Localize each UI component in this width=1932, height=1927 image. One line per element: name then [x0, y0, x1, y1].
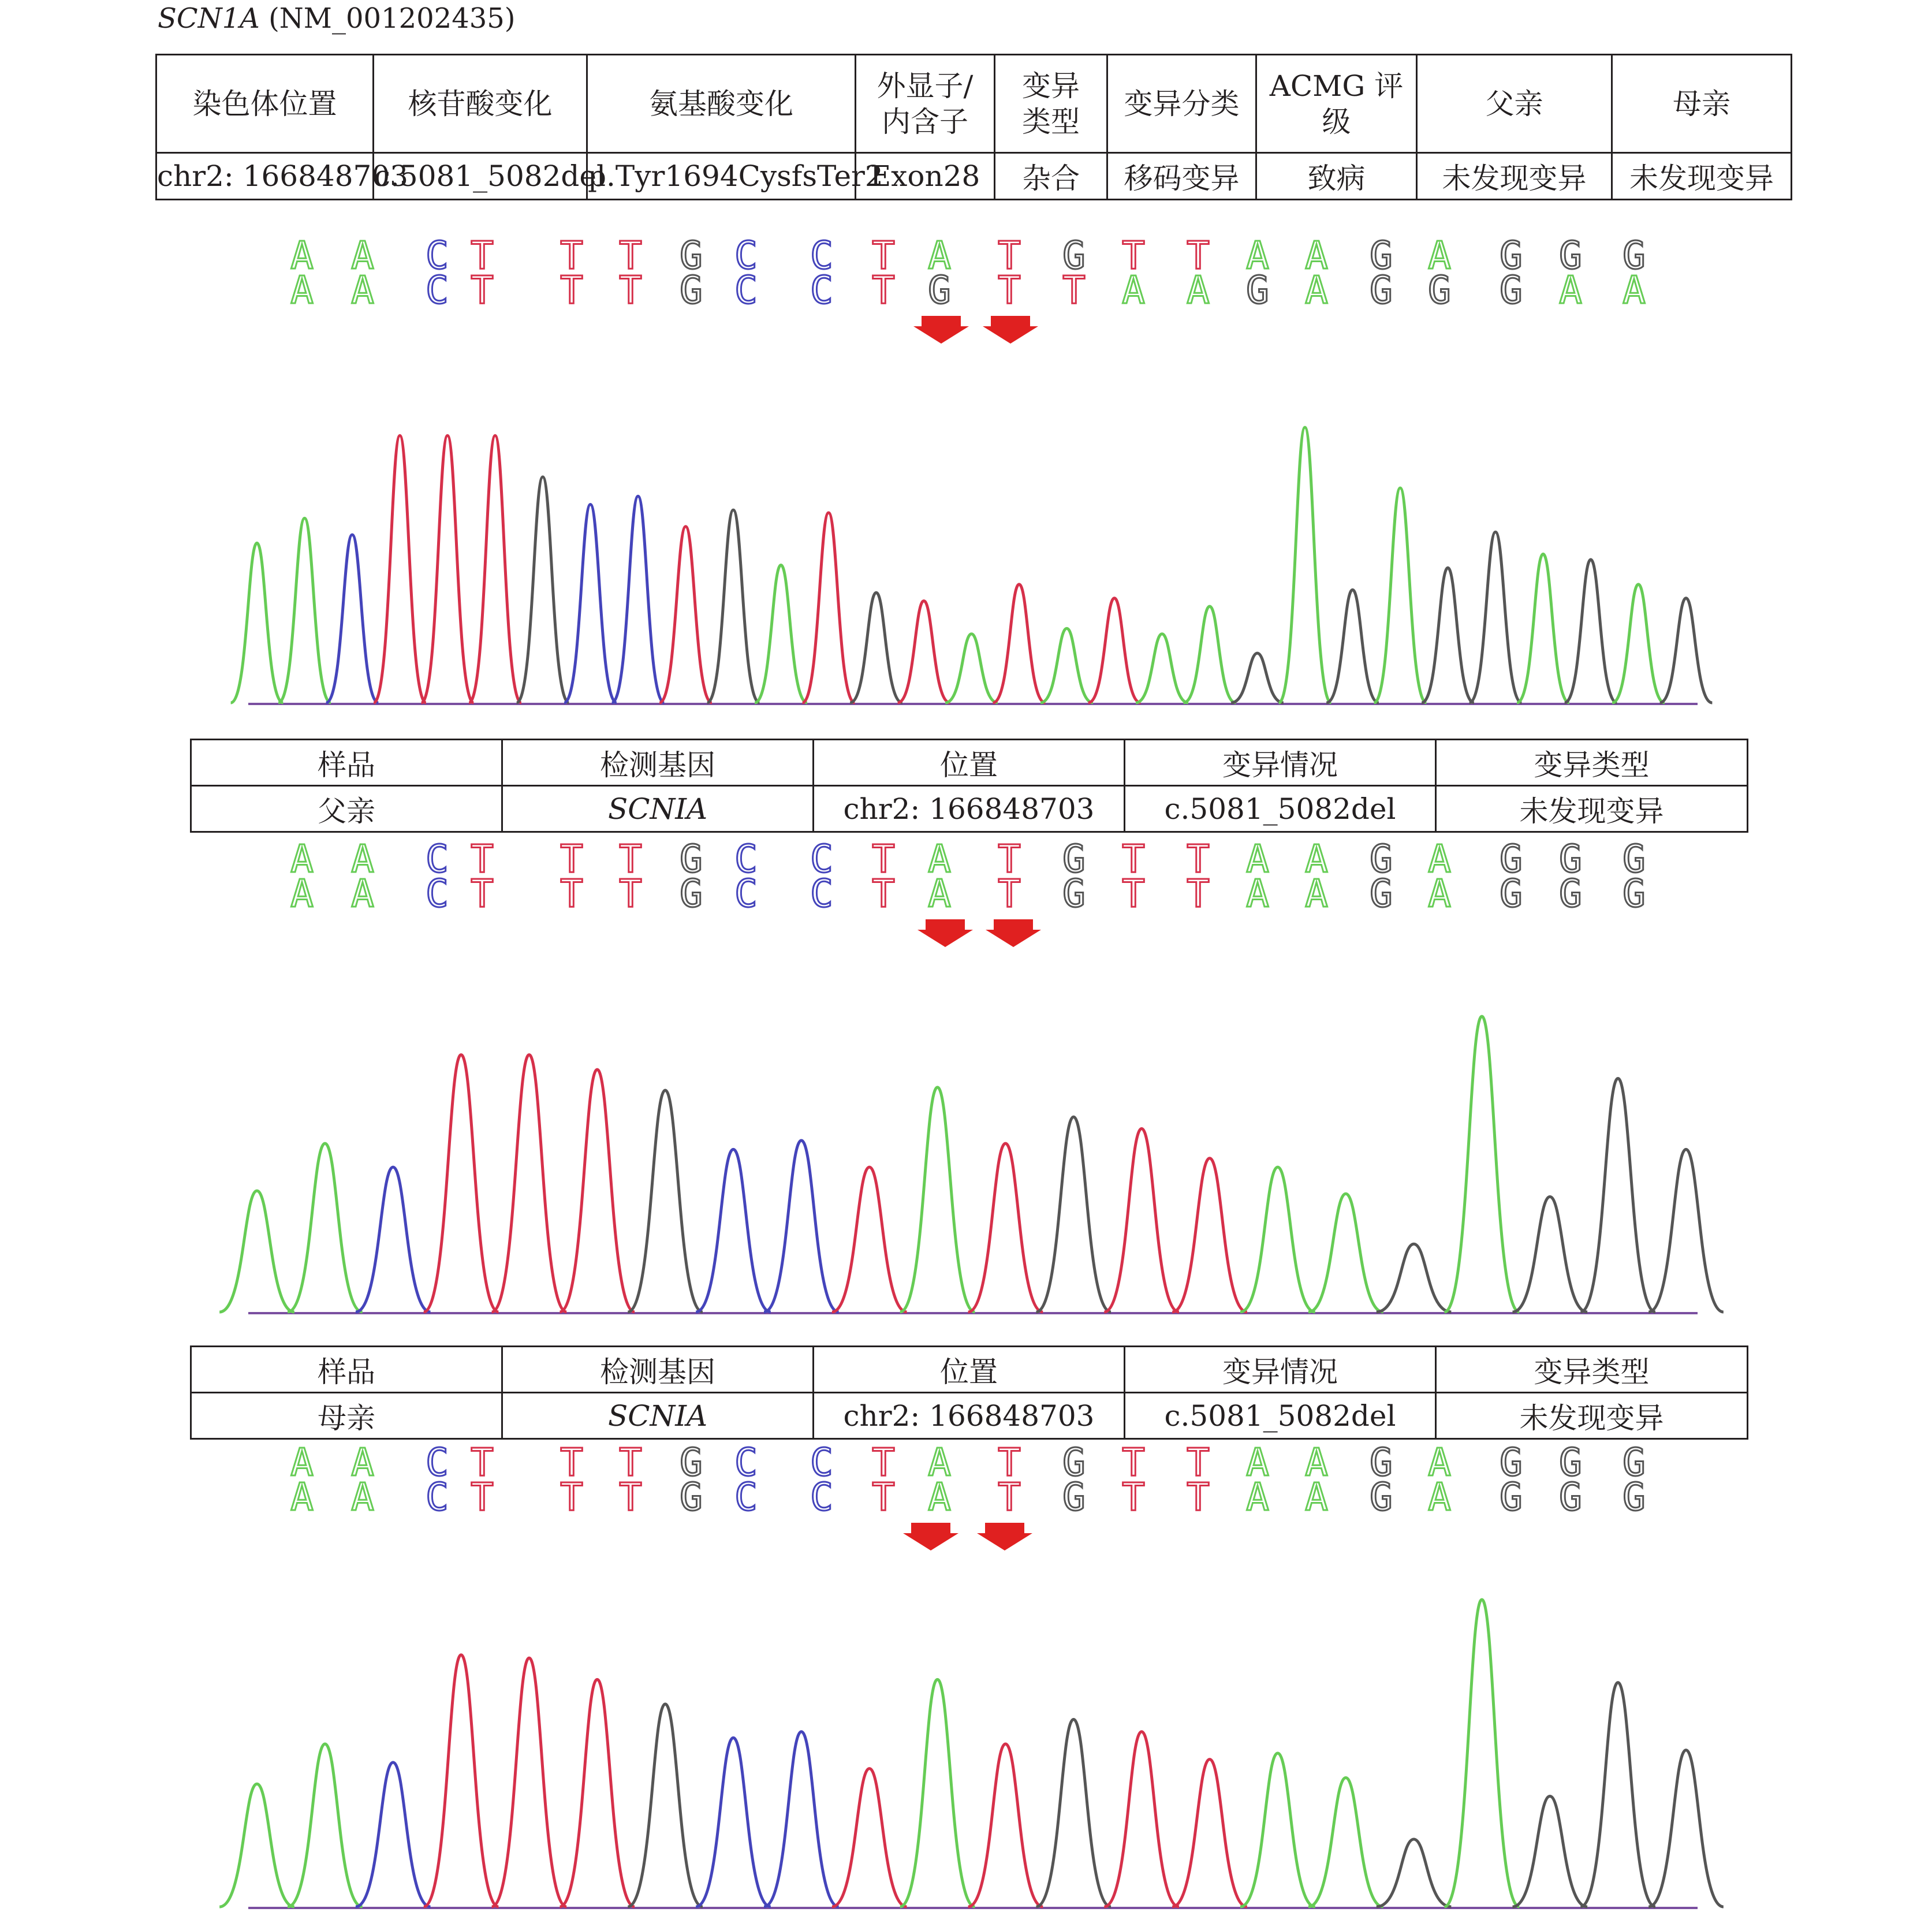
base-call-letter: G	[1623, 233, 1646, 278]
chromatogram-svg	[0, 416, 1932, 719]
base-call-letter: A	[928, 1440, 951, 1485]
base-call-letter: A	[351, 1475, 374, 1519]
base-call-letter: G	[680, 1440, 703, 1485]
base-call-letter: T	[872, 268, 895, 312]
base-call-letter: T	[471, 837, 494, 881]
base-call-letter: T	[998, 837, 1021, 881]
base-call-letter: A	[1187, 268, 1210, 312]
trace-peak	[1040, 628, 1093, 703]
trace-peak	[517, 477, 569, 703]
header-cell: ACMG 评 级	[1256, 55, 1417, 153]
base-calls	[0, 1441, 1932, 1556]
base-call-letter: T	[1062, 268, 1086, 312]
sequence-panel-father	[0, 837, 1932, 953]
table-cell: c.5081_5082del	[1125, 786, 1436, 832]
table-cell: 未发现变异	[1436, 786, 1748, 832]
header-cell: 检测基因	[502, 1347, 814, 1393]
base-call-letter: T	[560, 837, 583, 881]
trace-peak	[968, 1143, 1043, 1312]
header-cell: 位置	[814, 740, 1125, 786]
trace-peak	[755, 565, 807, 703]
base-call-letter: G	[1062, 871, 1086, 916]
base-call-letter: G	[1370, 1440, 1393, 1485]
trace-peak	[374, 435, 426, 703]
base-call-letter: T	[560, 1475, 583, 1519]
header-cell: 氨基酸变化	[587, 55, 856, 153]
base-call-letter: C	[734, 1475, 758, 1519]
header-cell: 变异类型	[1436, 1347, 1748, 1393]
base-call-letter: T	[1122, 233, 1145, 278]
trace-peak	[1648, 1750, 1724, 1907]
trace-peak	[628, 1090, 703, 1312]
trace-peak	[560, 1679, 635, 1907]
table-cell: 杂合	[995, 153, 1107, 200]
base-call-letter: G	[1623, 1440, 1646, 1485]
base-call-letter: C	[734, 871, 758, 916]
trace-peak	[1612, 584, 1665, 703]
table-cell: 致病	[1256, 153, 1417, 200]
mother-sample-table	[190, 1345, 1748, 1440]
table-cell: chr2: 166848703	[814, 786, 1125, 832]
trace-peak	[1469, 532, 1522, 703]
base-call-letter: T	[471, 233, 494, 278]
base-call-letter: A	[1246, 837, 1269, 881]
base-call-letter: A	[1305, 1440, 1328, 1485]
table-cell: Exon28	[856, 153, 995, 200]
base-call-letter: G	[680, 1475, 703, 1519]
base-call-letter: T	[998, 233, 1021, 278]
trace-peak	[326, 535, 379, 703]
base-call-letter: A	[1428, 1475, 1451, 1519]
base-call-letter: G	[1370, 233, 1393, 278]
base-call-letter: A	[1305, 1475, 1328, 1519]
sequence-panel-proband	[0, 234, 1932, 349]
trace-peak	[1240, 1167, 1315, 1312]
trace-peak	[832, 1167, 907, 1312]
trace-peak	[1374, 488, 1427, 703]
base-call-letter: T	[1122, 837, 1145, 881]
trace-peak	[764, 1732, 839, 1907]
base-call-letter: C	[810, 268, 833, 312]
trace-peak	[288, 1744, 363, 1907]
trace-peak	[1136, 634, 1188, 703]
base-call-letter: G	[680, 837, 703, 881]
base-call-letter: C	[810, 233, 833, 278]
base-calls	[0, 837, 1932, 953]
base-call-letter: T	[619, 1440, 642, 1485]
trace-peak	[1648, 1149, 1724, 1312]
base-call-letter: T	[1122, 871, 1145, 916]
header-cell: 变异类型	[1436, 740, 1748, 786]
table-cell: 未发现变异	[1612, 153, 1792, 200]
base-call-letter: G	[1428, 268, 1451, 312]
trace-peak	[764, 1140, 839, 1312]
base-call-letter: G	[1500, 268, 1523, 312]
trace-peak	[492, 1658, 567, 1907]
trace-peak	[356, 1762, 431, 1907]
base-call-letter: G	[1500, 233, 1523, 278]
base-call-letter: G	[1559, 233, 1582, 278]
trace-peak	[278, 518, 331, 703]
trace-peak	[1231, 653, 1284, 703]
base-call-letter: A	[928, 837, 951, 881]
base-call-letter: G	[1370, 1475, 1393, 1519]
header-cell: 母亲	[1612, 55, 1792, 153]
base-call-letter: C	[810, 1475, 833, 1519]
base-call-letter: C	[734, 268, 758, 312]
trace-peak	[1279, 427, 1331, 703]
chromatogram-svg	[0, 1005, 1932, 1328]
base-call-letter: G	[1062, 837, 1086, 881]
trace-peak	[288, 1143, 363, 1312]
base-call-letter: T	[471, 1475, 494, 1519]
table-cell: SCNIA	[502, 786, 814, 832]
base-call-letter: A	[1305, 233, 1328, 278]
trace-peak	[898, 601, 950, 703]
header-cell: 变异分类	[1107, 55, 1256, 153]
base-call-letter: A	[928, 233, 951, 278]
trace-peak	[231, 543, 284, 703]
base-call-letter: A	[290, 268, 314, 312]
base-call-letter: T	[872, 1475, 895, 1519]
base-call-letter: C	[426, 837, 449, 881]
trace-peak	[1172, 1158, 1247, 1312]
gene-name: SCN1A	[158, 2, 260, 35]
table-cell: 移码变异	[1107, 153, 1256, 200]
table-cell: p.Tyr1694CysfsTer2	[587, 153, 856, 200]
trace-peak	[424, 1655, 499, 1907]
table-cell: 母亲	[191, 1393, 502, 1439]
base-call-letter: G	[1559, 871, 1582, 916]
table-cell: 父亲	[191, 786, 502, 832]
father-sample-table	[190, 739, 1748, 833]
trace-peak	[612, 496, 665, 703]
base-call-letter: G	[1623, 871, 1646, 916]
base-call-letter: A	[290, 1440, 314, 1485]
base-call-letter: G	[1062, 1440, 1086, 1485]
base-call-letter: G	[680, 233, 703, 278]
base-call-letter: T	[998, 1475, 1021, 1519]
base-call-letter: T	[471, 871, 494, 916]
base-call-letter: T	[560, 268, 583, 312]
base-call-letter: T	[872, 233, 895, 278]
base-call-letter: T	[872, 871, 895, 916]
table-cell: SCNIA	[502, 1393, 814, 1439]
base-call-letter: A	[1428, 233, 1451, 278]
base-call-letter: C	[426, 871, 449, 916]
figure-caption	[158, 1, 516, 36]
trace-peak	[900, 1087, 975, 1312]
base-call-letter: G	[1062, 233, 1086, 278]
header-cell: 样品	[191, 740, 502, 786]
header-cell: 父亲	[1417, 55, 1612, 153]
trace-peak	[1422, 568, 1474, 703]
base-call-letter: A	[351, 837, 374, 881]
trace-peak	[900, 1679, 975, 1907]
base-call-letter: C	[810, 871, 833, 916]
variant-arrow-icon	[917, 919, 973, 947]
chromatogram-proband	[0, 416, 1932, 719]
trace-peak	[1308, 1194, 1383, 1312]
header-cell: 变异情况	[1125, 740, 1436, 786]
base-call-letter: A	[290, 1475, 314, 1519]
base-call-letter: A	[1246, 871, 1269, 916]
trace-peak	[1036, 1117, 1111, 1312]
base-call-letter: G	[1500, 1440, 1523, 1485]
base-call-letter: A	[1246, 233, 1269, 278]
chromatogram-mother	[0, 1588, 1932, 1923]
trace-peak	[469, 435, 521, 703]
base-call-letter: C	[426, 233, 449, 278]
header-cell: 位置	[814, 1347, 1125, 1393]
trace-peak	[628, 1704, 703, 1907]
trace-peak	[1445, 1016, 1520, 1312]
trace-peak	[659, 527, 712, 703]
trace-peak	[1517, 554, 1569, 703]
base-call-letter: G	[1370, 268, 1393, 312]
base-call-letter: T	[560, 1440, 583, 1485]
trace-peak	[968, 1744, 1043, 1907]
base-call-letter: A	[1428, 1440, 1451, 1485]
header-cell: 检测基因	[502, 740, 814, 786]
base-call-letter: A	[351, 871, 374, 916]
base-call-letter: T	[872, 1440, 895, 1485]
base-call-letter: T	[1122, 1440, 1145, 1485]
base-call-letter: T	[872, 837, 895, 881]
base-call-letter: A	[290, 233, 314, 278]
base-call-letter: A	[1623, 268, 1646, 312]
table-cell: chr2: 166848703	[814, 1393, 1125, 1439]
base-call-letter: G	[1623, 1475, 1646, 1519]
trace-peak	[1172, 1760, 1247, 1907]
trace-peak	[1104, 1129, 1179, 1312]
base-call-letter: A	[351, 268, 374, 312]
trace-peak	[1240, 1753, 1315, 1907]
base-call-letter: A	[1122, 268, 1145, 312]
trace-peak	[1377, 1244, 1452, 1312]
base-call-letter: C	[810, 837, 833, 881]
base-call-letter: T	[1122, 1475, 1145, 1519]
base-call-letter: C	[734, 1440, 758, 1485]
base-call-letter: T	[998, 1440, 1021, 1485]
base-call-letter: C	[734, 233, 758, 278]
trace-peak	[219, 1191, 294, 1312]
trace-peak	[1184, 606, 1236, 703]
base-call-letter: A	[290, 837, 314, 881]
base-call-letter: G	[1559, 1440, 1582, 1485]
trace-peak	[696, 1149, 771, 1312]
base-call-letter: G	[680, 268, 703, 312]
base-call-letter: T	[560, 871, 583, 916]
base-calls	[0, 234, 1932, 349]
trace-peak	[560, 1069, 635, 1312]
base-call-letter: C	[810, 1440, 833, 1485]
trace-peak	[1580, 1079, 1655, 1312]
variant-arrow-icon	[977, 1523, 1032, 1550]
base-call-letter: G	[680, 871, 703, 916]
table-cell: c.5081_5082del	[1125, 1393, 1436, 1439]
base-call-letter: C	[426, 1475, 449, 1519]
base-call-letter: A	[1305, 871, 1328, 916]
variant-table	[155, 54, 1792, 200]
base-call-letter: A	[1428, 837, 1451, 881]
base-call-letter: G	[1623, 837, 1646, 881]
trace-peak	[1512, 1796, 1587, 1907]
trace-peak	[707, 510, 760, 703]
base-call-letter: T	[619, 233, 642, 278]
base-call-letter: G	[1500, 871, 1523, 916]
table-cell: chr2: 166848703	[156, 153, 374, 200]
trace-peak	[1445, 1600, 1520, 1907]
header-cell: 样品	[191, 1347, 502, 1393]
base-call-letter: A	[1428, 871, 1451, 916]
trace-peak	[424, 1055, 499, 1312]
base-call-letter: T	[998, 268, 1021, 312]
trace-peak	[492, 1055, 567, 1312]
trace-peak	[1036, 1719, 1111, 1907]
base-call-letter: T	[1187, 837, 1210, 881]
base-call-letter: T	[619, 871, 642, 916]
table-cell: 未发现变异	[1417, 153, 1612, 200]
trace-peak	[945, 634, 998, 703]
trace-peak	[1377, 1839, 1452, 1907]
variant-arrow-icon	[986, 919, 1041, 947]
base-call-letter: G	[1370, 837, 1393, 881]
base-call-letter: A	[351, 233, 374, 278]
base-call-letter: A	[1246, 1475, 1269, 1519]
sequence-panel-mother	[0, 1441, 1932, 1556]
base-call-letter: T	[471, 1440, 494, 1485]
base-call-letter: C	[426, 1440, 449, 1485]
variant-arrow-icon	[903, 1523, 958, 1550]
trace-peak	[422, 435, 474, 703]
header-cell: 外显子/ 内含子	[856, 55, 995, 153]
base-call-letter: A	[1246, 1440, 1269, 1485]
base-call-letter: G	[1500, 1475, 1523, 1519]
trace-peak	[1565, 560, 1617, 703]
base-call-letter: T	[471, 268, 494, 312]
base-call-letter: A	[928, 871, 951, 916]
trace-peak	[219, 1784, 294, 1907]
header-cell: 染色体位置	[156, 55, 374, 153]
variant-table-row	[156, 153, 1792, 200]
trace-peak	[564, 505, 617, 703]
base-call-letter: A	[1559, 268, 1582, 312]
chromatogram-father	[0, 1005, 1932, 1328]
base-call-letter: A	[1305, 837, 1328, 881]
base-call-letter: G	[928, 268, 951, 312]
trace-peak	[356, 1167, 431, 1312]
base-call-letter: T	[619, 837, 642, 881]
table-cell: 未发现变异	[1436, 1393, 1748, 1439]
base-call-letter: A	[290, 871, 314, 916]
trace-peak	[803, 513, 855, 703]
trace-peak	[993, 584, 1046, 703]
trace-peak	[850, 592, 902, 703]
base-call-letter: T	[1187, 233, 1210, 278]
base-call-letter: T	[998, 871, 1021, 916]
base-call-letter: G	[1559, 1475, 1582, 1519]
table-cell: c.5081_5082del	[374, 153, 587, 200]
header-cell: 变异情况	[1125, 1347, 1436, 1393]
trace-peak	[1326, 590, 1379, 703]
base-call-letter: T	[1187, 871, 1210, 916]
base-call-letter: T	[1187, 1475, 1210, 1519]
base-call-letter: A	[351, 1440, 374, 1485]
trace-peak	[1104, 1732, 1179, 1907]
transcript-id: (NM_001202435)	[268, 2, 516, 35]
trace-peak	[1088, 598, 1141, 703]
trace-peak	[1580, 1683, 1655, 1907]
trace-peak	[1512, 1197, 1587, 1312]
header-cell: 核苷酸变化	[374, 55, 587, 153]
base-call-letter: T	[619, 268, 642, 312]
base-call-letter: G	[1246, 268, 1269, 312]
base-call-letter: A	[928, 1475, 951, 1519]
base-call-letter: T	[560, 233, 583, 278]
base-call-letter: G	[1500, 837, 1523, 881]
base-call-letter: T	[619, 1475, 642, 1519]
base-call-letter: G	[1062, 1475, 1086, 1519]
trace-peak	[1660, 598, 1713, 703]
trace-peak	[696, 1738, 771, 1907]
variant-arrow-icon	[913, 316, 969, 344]
variant-table-header	[156, 55, 1792, 153]
variant-arrow-icon	[983, 316, 1038, 344]
base-call-letter: G	[1559, 837, 1582, 881]
chromatogram-svg	[0, 1588, 1932, 1923]
base-call-letter: C	[734, 837, 758, 881]
trace-peak	[832, 1769, 907, 1907]
base-call-letter: A	[1305, 268, 1328, 312]
base-call-letter: G	[1370, 871, 1393, 916]
base-call-letter: C	[426, 268, 449, 312]
base-call-letter: T	[1187, 1440, 1210, 1485]
header-cell: 变异 类型	[995, 55, 1107, 153]
trace-peak	[1308, 1778, 1383, 1907]
